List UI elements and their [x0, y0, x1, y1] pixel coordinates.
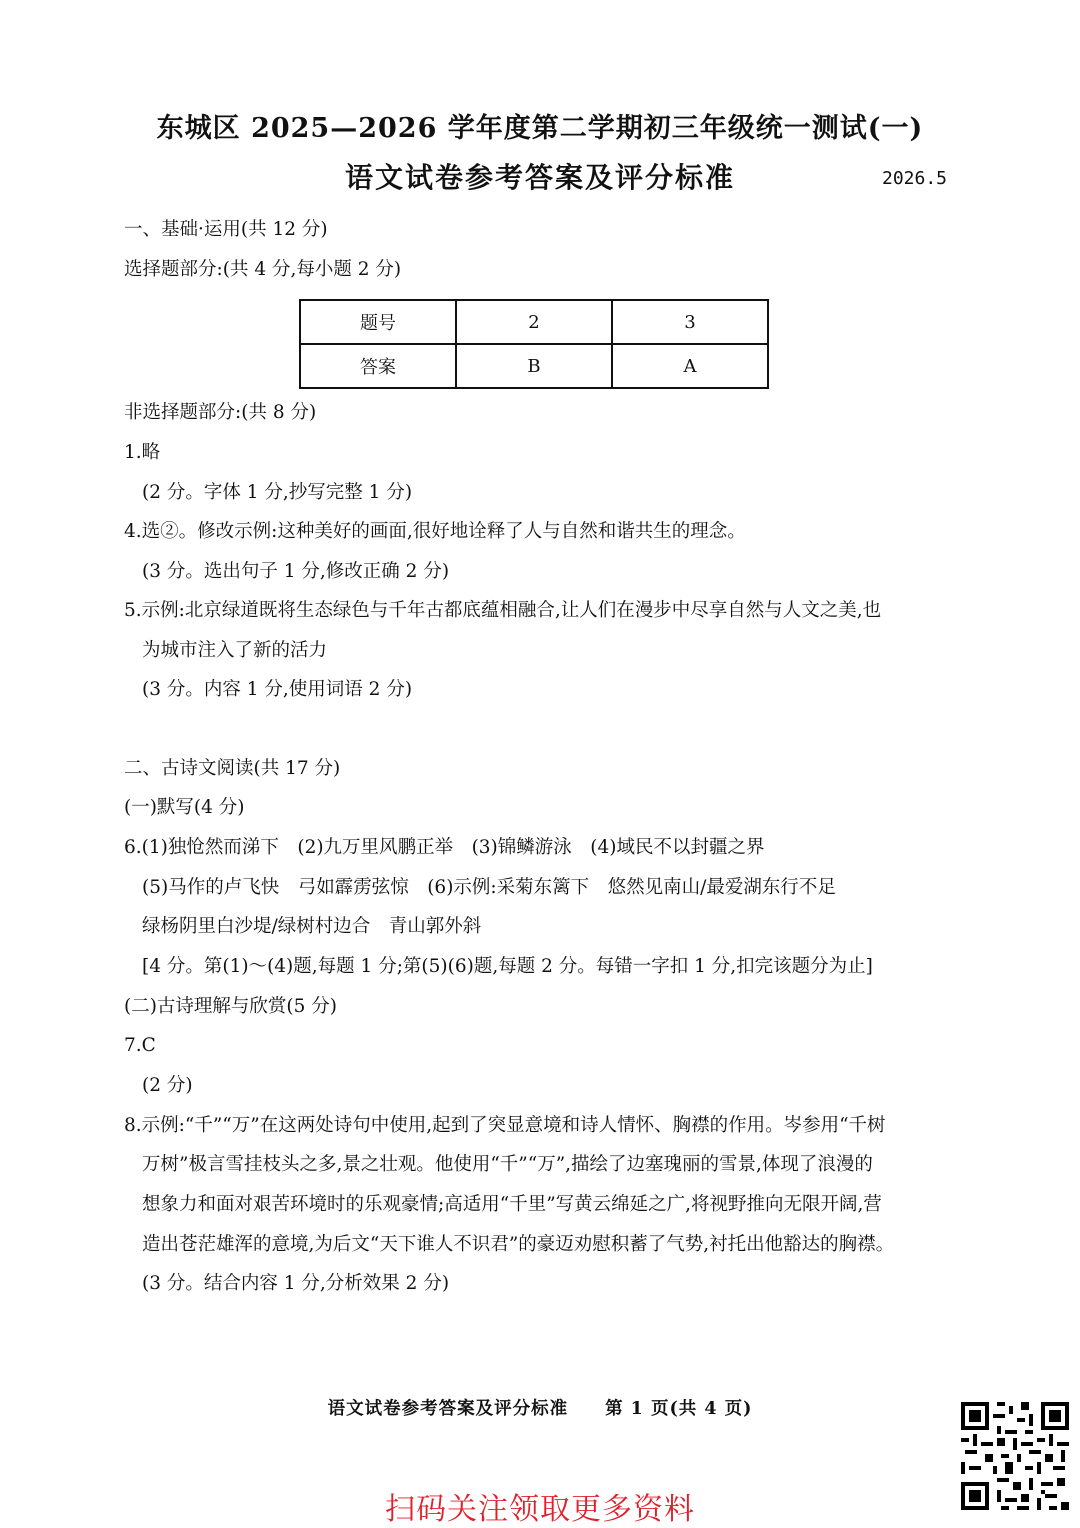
answer-line: 6.(1)独怆然而涕下 (2)九万里风鹏正举 (3)锦鳞游泳 (4)域民不以封疆之界 — [124, 837, 765, 858]
answer-table — [299, 299, 769, 389]
answer-line: 造出苍茫雄浑的意境,为后文“天下谁人不识君”的豪迈劝慰积蓄了气势,衬托出他豁达的胸襟。 — [142, 1234, 895, 1255]
table-cell: 2 — [456, 300, 612, 344]
section2-heading: 二、古诗文阅读(共 17 分) — [124, 758, 341, 779]
subsection-heading: (二)古诗理解与欣赏(5 分) — [124, 996, 338, 1017]
table-cell: A — [612, 344, 768, 388]
answer-line: 1.略 — [124, 442, 161, 463]
score-line: (3 分。选出句子 1 分,修改正确 2 分) — [142, 561, 450, 582]
score-line: (3 分。内容 1 分,使用词语 2 分) — [142, 679, 413, 700]
answer-line: 8.示例:“千”“万”在这两处诗句中使用,起到了突显意境和诗人情怀、胸襟的作用。岑参用“千树 — [124, 1115, 886, 1136]
page-footer: 语文试卷参考答案及评分标准 第 1 页(共 4 页) — [327, 1399, 753, 1419]
answer-line: 为城市注入了新的活力 — [142, 640, 328, 661]
exam-date: 2026.5 — [882, 168, 948, 189]
score-line: (3 分。结合内容 1 分,分析效果 2 分) — [142, 1273, 450, 1294]
nonchoice-heading: 非选择题部分:(共 8 分) — [124, 402, 317, 423]
subsection-heading: (一)默写(4 分) — [124, 797, 245, 818]
promo-text: 扫码关注领取更多资料 — [385, 1492, 695, 1527]
page-subtitle: 语文试卷参考答案及评分标准 — [344, 161, 735, 194]
qr-code-icon[interactable] — [957, 1398, 1073, 1514]
table-cell: 题号 — [300, 300, 456, 344]
answer-line: 4.选②。修改示例:这种美好的画面,很好地诠释了人与自然和谐共生的理念。 — [124, 521, 746, 542]
answer-line: 万树”极言雪挂枝头之多,景之壮观。他使用“千”“万”,描绘了边塞瑰丽的雪景,体现了浪漫的 — [142, 1154, 873, 1175]
answer-line: 5.示例:北京绿道既将生态绿色与千年古都底蕴相融合,让人们在漫步中尽享自然与人文之美,也 — [124, 600, 882, 621]
page-title: 东城区 2025—2026 学年度第二学期初三年级统一测试(一) — [156, 113, 924, 144]
answer-line: 绿杨阴里白沙堤/绿树村边合 青山郭外斜 — [142, 916, 482, 937]
answer-line: 7.C — [124, 1035, 156, 1056]
table-cell: B — [456, 344, 612, 388]
table-cell: 3 — [612, 300, 768, 344]
section1-heading: 一、基础·运用(共 12 分) — [124, 219, 328, 240]
choice-heading: 选择题部分:(共 4 分,每小题 2 分) — [124, 259, 402, 280]
table-row — [300, 300, 768, 344]
score-line: [4 分。第(1)～(4)题,每题 1 分;第(5)(6)题,每题 2 分。每错一字扣 1 分,扣完该题分为止] — [142, 956, 873, 977]
score-line: (2 分。字体 1 分,抄写完整 1 分) — [142, 482, 413, 503]
table-cell: 答案 — [300, 344, 456, 388]
answer-line: 想象力和面对艰苦环境时的乐观豪情;高适用“千里”写黄云绵延之广,将视野推向无限开阔,营 — [142, 1194, 882, 1215]
score-line: (2 分) — [142, 1075, 193, 1096]
table-row — [300, 344, 768, 388]
answer-line: (5)马作的卢飞快 弓如霹雳弦惊 (6)示例:采菊东篱下 悠然见南山/最爱湖东行不足 — [142, 877, 836, 898]
